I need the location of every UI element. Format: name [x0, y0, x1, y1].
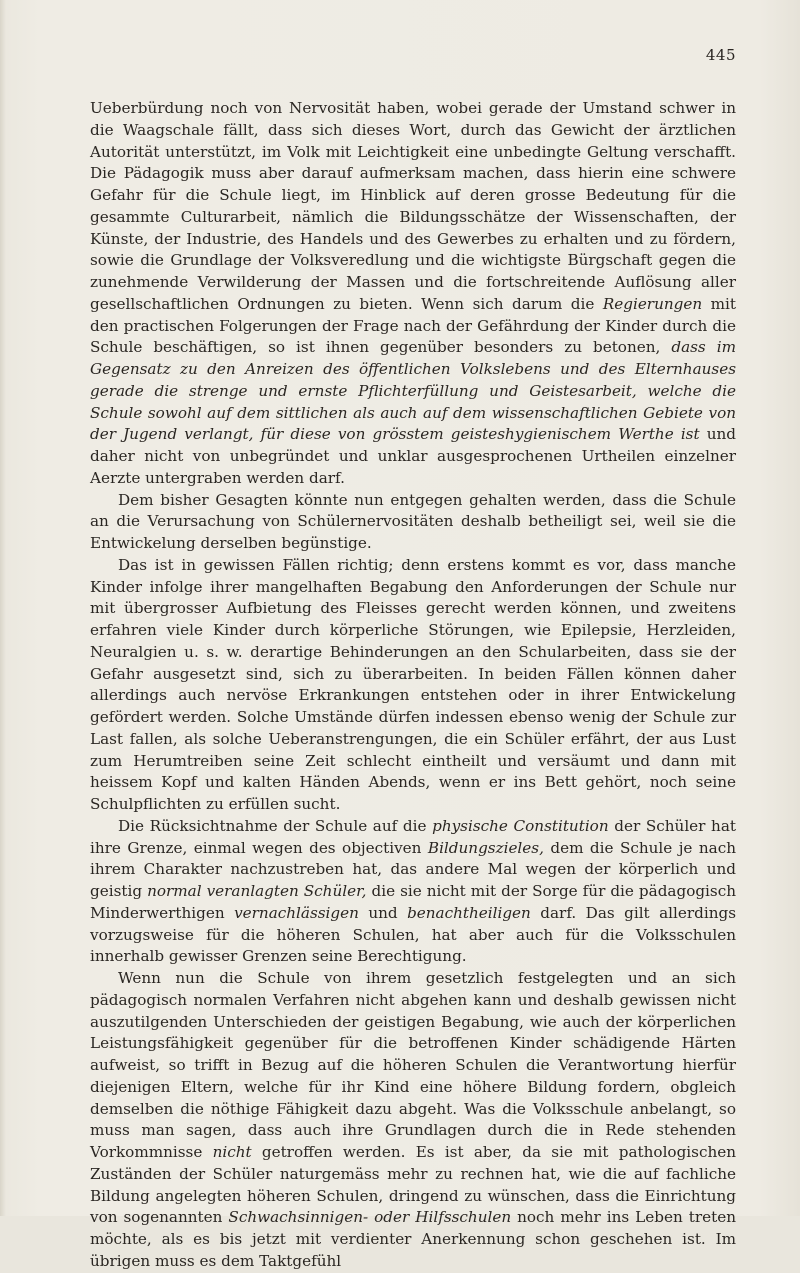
emphasized-text: dass im Gegensatz zu den Anreizen des öffentlichen Volkslebens und des Elternhauses gerade die strenge und ernste Pflichterfüllung und Geistesarbeit, welche die Schule sowohl auf dem sittlichen als auch auf dem wissenschaftlichen Gebiete von der Jugend verlangt, für diese von grösstem geisteshygienischem Werthe ist	[90, 338, 736, 444]
text-run: und	[358, 903, 408, 922]
emphasized-text: physische Constitution	[432, 816, 609, 835]
paragraph	[90, 968, 736, 1273]
text-run: dem die Schule je nach ihrem Charakter nachzustreben hat, das andere Mal wegen der körperlich und geistig	[90, 838, 736, 900]
text-run: Wenn nun die Schule von ihrem gesetzlich festgelegten und an sich pädagogisch normalen Verfahren nicht abgehen kann und deshalb gewissen nicht auszutilgenden Unterschieden der geistigen Begabung, wie auch der körperlichen Leistungsfähigkeit gegenüber für die betroffenen Kinder schädigende Härten aufweist, so trifft in Bezug auf die höheren Schulen die Verantwortung hierfür diejenigen Eltern, welche für ihr Kind eine höhere Bildung fordern, obgleich demselben die nöthige Fähigkeit dazu abgeht. Was die Volksschule anbelangt, so muss man sagen, dass auch ihre Grundlagen durch die in Rede stehenden Vorkommnisse	[90, 969, 736, 1161]
emphasized-text: normal veranlagten Schüler,	[147, 882, 367, 900]
text-run: Die Rücksichtnahme der Schule auf die	[118, 816, 433, 835]
text-run: Dem bisher Gesagten könnte nun entgegen gehalten werden, dass die Schule an die Verursachung von Schülernervositäten deshalb betheiligt sei, weil sie die Entwickelung derselben begünstige.	[90, 490, 736, 552]
text-run: darf. Das gilt allerdings vorzugsweise für die höheren Schulen, hat aber auch für die Volksschulen innerhalb gewisser Grenzen seine Berechtigung.	[90, 903, 736, 966]
text-run: der Schüler hat ihre Grenze, einmal wegen des objectiven	[90, 816, 736, 857]
paragraph	[90, 98, 736, 490]
paragraph	[90, 490, 736, 555]
text-run: die sie nicht mit der Sorge für die pädagogisch Minderwerthigen	[90, 882, 736, 922]
emphasized-text: Bildungszieles,	[427, 838, 544, 857]
emphasized-text: Regierungen	[602, 294, 703, 313]
emphasized-text: vernachlässigen	[234, 903, 359, 922]
page-number: 445	[705, 46, 736, 64]
body-text	[90, 98, 736, 1273]
text-run: und daher nicht von unbegründet und unklar ausgesprochenen Urtheilen einzelner Aerzte untergraben werden darf.	[90, 425, 736, 487]
emphasized-text: nicht	[212, 1143, 252, 1161]
paragraph	[90, 555, 736, 816]
text-run: mit den practischen Folgerungen der Frage nach der Gefährdung der Kinder durch die Schule beschäftigen, so ist ihnen gegenüber besonders zu betonen,	[90, 294, 736, 357]
text-run: noch mehr ins Leben treten möchte, als es bis jetzt mit verdienter Anerkennung schon geschehen ist. Im übrigen muss es dem Taktgefühl	[90, 1208, 736, 1270]
emphasized-text: benachtheiligen	[407, 903, 531, 922]
text-run: Ueberbürdung noch von Nervosität haben, wobei gerade der Umstand schwer in die Waagschale fällt, dass sich dieses Wort, durch das Gewicht der ärztlichen Autorität unterstützt, im Volk mit Leichtigkeit eine unbedingte Geltung verschafft. Die Pädagogik muss aber darauf aufmerksam machen, dass hierin eine schwere Gefahr für die Schule liegt, im Hinblick auf deren grosse Bedeutung für die gesammte Culturarbeit, nämlich die Bildungsschätze der Wissenschaften, der Künste, der Industrie, des Handels und des Gewerbes zu erhalten und zu fördern, sowie die Grundlage der Volksveredlung und die wichtigste Bürgschaft gegen die zunehmende Verwilderung der Massen und die fortschreitende Auflösung aller gesellschaftlichen Ordnungen zu bieten. Wenn sich darum die	[90, 99, 736, 313]
text-run: getroffen werden. Es ist aber, da sie mit pathologischen Zuständen der Schüler naturgemäss mehr zu rechnen hat, wie die auf fachliche Bildung angelegten höheren Schulen, dringend zu wünschen, dass die Einrichtung von sogenannten	[90, 1143, 737, 1227]
text-run: Das ist in gewissen Fällen richtig; denn erstens kommt es vor, dass manche Kinder infolge ihrer mangelhaften Begabung den Anforderungen der Schule nur mit übergrosser Aufbietung des Fleisses gerecht werden können, und zweitens erfahren viele Kinder durch körperliche Störungen, wie Epilepsie, Herzleiden, Neuralgien u. s. w. derartige Behinderungen an den Schularbeiten, dass sie der Gefahr ausgesetzt sind, sich zu überarbeiten. In beiden Fällen können daher allerdings auch nervöse Erkrankungen entstehen oder in ihrer Entwickelung gefördert werden. Solche Umstände dürfen indessen ebenso wenig der Schule zur Last fallen, als solche Ueberanstrengungen, die ein Schüler erfährt, der aus Lust zum Herumtreiben seine Zeit schlecht eintheilt und versäumt und dann mit heissem Kopf und kalten Händen Abends, wenn er ins Bett gehört, noch seine Schulpflichten zu erfüllen sucht.	[90, 555, 736, 813]
paragraph	[90, 816, 736, 968]
emphasized-text: Schwachsinnigen- oder Hilfsschulen	[228, 1208, 512, 1227]
